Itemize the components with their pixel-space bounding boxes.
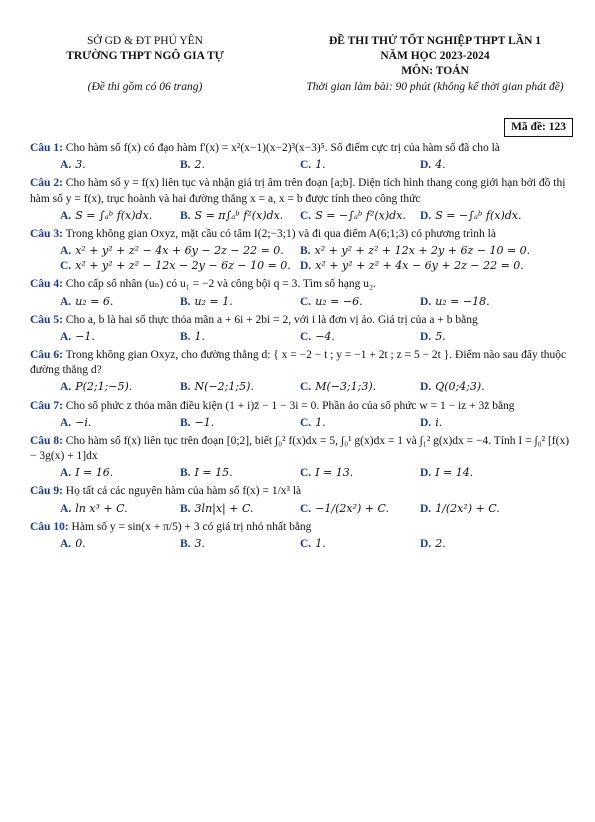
question-2 xyxy=(30,176,570,224)
option-value: S = −∫ₐᵇ f²(x)dx. xyxy=(315,208,406,222)
option-letter: A. xyxy=(60,537,72,550)
answer-option-a xyxy=(60,330,180,345)
option-value: 3. xyxy=(75,158,86,172)
question-label: Câu 1: xyxy=(30,142,63,154)
option-value: M(−3;1;3). xyxy=(315,380,377,394)
option-value: S = ∫ₐᵇ f(x)dx. xyxy=(75,208,153,222)
option-letter: B. xyxy=(180,467,191,480)
answer-option-a xyxy=(60,295,180,310)
option-letter: A. xyxy=(60,209,72,222)
option-letter: B. xyxy=(180,381,191,394)
option-value: 5. xyxy=(435,329,446,343)
answer-option-d xyxy=(420,537,540,552)
answer-option-a xyxy=(60,244,300,259)
answer-options xyxy=(30,416,570,431)
answer-option-c xyxy=(300,416,420,431)
exam-duration: Thời gian làm bài: 90 phút (không kể thời gian phát đề) xyxy=(306,80,564,93)
answer-options xyxy=(30,244,570,274)
answer-option-c xyxy=(300,158,420,173)
question-label: Câu 6: xyxy=(30,349,63,362)
question-text: Trong không gian Oxyz, cho đường thẳng d: { x = −2 − t ; y = −1 + 2t ; z = 5 − 2t }. Điểm nào sau đây thuộc đường thẳng d? xyxy=(30,349,567,377)
option-letter: A. xyxy=(60,159,72,172)
option-letter: D. xyxy=(420,416,432,429)
question-label: Câu 10: xyxy=(30,520,69,533)
question-stem xyxy=(30,277,570,292)
question-6 xyxy=(30,348,570,396)
option-value: I = 14. xyxy=(435,466,474,480)
option-value: 3ln|x| + C. xyxy=(194,501,254,515)
option-value: −4. xyxy=(315,329,335,343)
answer-option-c xyxy=(300,295,420,310)
answer-options xyxy=(30,295,570,310)
option-value: 4. xyxy=(435,158,446,172)
answer-option-d xyxy=(300,259,540,274)
option-letter: C. xyxy=(300,467,312,480)
question-label: Câu 2: xyxy=(30,177,63,190)
answer-option-b xyxy=(180,466,300,481)
answer-option-b xyxy=(300,244,540,259)
question-label: Câu 9: xyxy=(30,485,63,498)
option-value: 3. xyxy=(194,536,206,550)
option-value: N(−2;1;5). xyxy=(194,380,254,394)
answer-options xyxy=(30,380,570,395)
answer-option-b xyxy=(180,209,300,224)
answer-option-c xyxy=(300,466,420,481)
question-1 xyxy=(30,141,570,173)
answer-option-d xyxy=(420,416,540,431)
question-10 xyxy=(30,520,570,552)
option-letter: D. xyxy=(420,159,432,172)
option-letter: A. xyxy=(60,245,72,258)
question-5 xyxy=(30,313,570,345)
answer-options xyxy=(30,330,570,345)
option-value: u₂ = 1. xyxy=(194,294,233,308)
option-value: 2. xyxy=(194,158,206,172)
answer-option-a xyxy=(60,209,180,224)
option-letter: B. xyxy=(180,209,191,222)
answer-option-b xyxy=(180,158,300,173)
option-value: I = 13. xyxy=(315,466,354,480)
option-value: I = 16. xyxy=(75,466,114,480)
question-text: Cho số phức z thỏa mãn điều kiện (1 + i)z̄ − 1 − 3i = 0. Phần ảo của số phức w = 1 − iz + 3z̄ bằng xyxy=(62,399,515,412)
answer-option-b xyxy=(180,330,300,345)
option-value: 1. xyxy=(315,536,326,550)
answer-option-a xyxy=(60,380,180,395)
answer-option-d xyxy=(420,502,540,517)
question-stem xyxy=(30,176,570,206)
option-value: −i. xyxy=(75,415,92,429)
option-letter: D. xyxy=(420,295,432,308)
option-value: S = −∫ₐᵇ f(x)dx. xyxy=(435,208,522,222)
answer-option-b xyxy=(180,416,300,431)
option-value: x² + y² + z² − 4x + 6y − 2z − 22 = 0. xyxy=(75,244,284,258)
question-label: Câu 3: xyxy=(30,227,63,240)
option-letter: B. xyxy=(180,416,191,429)
answer-options xyxy=(30,209,570,224)
question-stem xyxy=(30,399,570,414)
question-text: Trong không gian Oxyz, mặt cầu có tâm I(2;−3;1) và đi qua điểm A(6;1;3) có phương trình là xyxy=(62,227,496,240)
option-letter: D. xyxy=(420,537,432,550)
option-value: 2. xyxy=(435,536,446,550)
answer-option-d xyxy=(420,158,540,173)
subject: MÔN: TOÁN xyxy=(401,65,469,78)
option-value: 1/(2x²) + C. xyxy=(435,501,500,515)
option-value: u₂ = −6. xyxy=(315,294,363,308)
option-letter: B. xyxy=(180,330,191,343)
option-value: −1/(2x²) + C. xyxy=(315,501,390,515)
exam-code-badge: Mã đề: 123 xyxy=(504,118,573,137)
answer-options xyxy=(30,502,570,517)
option-letter: C. xyxy=(60,260,72,273)
option-value: x² + y² + z² − 12x − 2y − 6z − 10 = 0. xyxy=(75,259,291,273)
option-letter: A. xyxy=(60,467,72,480)
question-4 xyxy=(30,277,570,309)
answer-options xyxy=(30,537,570,552)
header-right xyxy=(290,34,580,95)
option-letter: B. xyxy=(180,502,191,515)
option-letter: A. xyxy=(60,416,72,429)
answer-option-a xyxy=(60,502,180,517)
answer-option-c xyxy=(60,259,300,274)
question-text: Cho a, b là hai số thực thỏa mãn a + 6i + 2bi = 2, với i là đơn vị ảo. Giá trị của a + b bằng xyxy=(62,313,478,326)
question-3 xyxy=(30,227,570,275)
answer-option-d xyxy=(420,209,540,224)
option-value: I = 15. xyxy=(194,466,233,480)
option-letter: A. xyxy=(60,381,72,394)
option-letter: D. xyxy=(420,381,432,394)
option-value: i. xyxy=(435,415,443,429)
question-stem xyxy=(30,484,570,499)
option-letter: A. xyxy=(60,502,72,515)
option-letter: A. xyxy=(60,295,72,308)
answer-option-c xyxy=(300,380,420,395)
question-stem xyxy=(30,348,570,378)
option-value: ln x³ + C. xyxy=(75,501,128,515)
option-letter: D. xyxy=(300,260,312,273)
question-label: Câu 5: xyxy=(30,313,63,326)
option-letter: B. xyxy=(180,537,191,550)
answer-option-d xyxy=(420,295,540,310)
question-text: Họ tất cả các nguyên hàm của hàm số f(x) = 1/x³ là xyxy=(62,485,302,498)
answer-option-c xyxy=(300,330,420,345)
question-stem xyxy=(30,520,570,535)
answer-option-b xyxy=(180,380,300,395)
option-value: x² + y² + z² + 12x + 2y + 6z − 10 = 0. xyxy=(314,244,531,258)
answer-option-b xyxy=(180,537,300,552)
question-text: Cho hàm số f(x) liên tục trên đoạn [0;2], biết ∫₀² f(x)dx = 5, ∫₀¹ g(x)dx = 1 và ∫₁² g(x)dx = −4. Tính I = ∫₀² [f(x) − 3g(x) + 1]dx xyxy=(30,434,570,463)
question-text: Cho hàm số y = f(x) liên tục và nhận giá trị âm trên đoạn [a;b]. Diện tích hình thang cong giới hạn bởi đồ thị hàm số y = f(x), trục hoành và hai đường thẳng x = a, x = b được tính theo công thức xyxy=(30,177,566,205)
question-list xyxy=(30,141,570,555)
option-letter: B. xyxy=(300,245,311,258)
answer-option-c xyxy=(300,502,420,517)
option-value: 1. xyxy=(315,158,326,172)
question-label: Câu 7: xyxy=(30,399,63,412)
option-value: Q(0;4;3). xyxy=(435,380,485,394)
answer-option-b xyxy=(180,502,300,517)
question-label: Câu 8: xyxy=(30,434,63,447)
question-9 xyxy=(30,484,570,516)
option-letter: B. xyxy=(180,159,191,172)
option-value: S = π∫ₐᵇ f²(x)dx. xyxy=(194,208,284,222)
answer-option-d xyxy=(420,466,540,481)
answer-options xyxy=(30,158,570,173)
question-stem xyxy=(30,141,570,156)
question-stem xyxy=(30,434,570,464)
answer-option-c xyxy=(300,537,420,552)
option-value: 0. xyxy=(75,536,86,550)
question-7 xyxy=(30,399,570,431)
option-letter: D. xyxy=(420,209,432,222)
option-letter: C. xyxy=(300,537,312,550)
option-letter: C. xyxy=(300,159,312,172)
answer-option-d xyxy=(420,380,540,395)
option-letter: C. xyxy=(300,381,312,394)
answer-option-a xyxy=(60,158,180,173)
option-value: P(2;1;−5). xyxy=(75,380,133,394)
option-value: u₂ = 6. xyxy=(75,294,114,308)
option-letter: C. xyxy=(300,502,312,515)
option-letter: B. xyxy=(180,295,191,308)
question-text: Hàm số y = sin(x + π/5) + 3 có giá trị nhỏ nhất bằng xyxy=(68,520,312,533)
option-value: −1. xyxy=(194,415,215,429)
option-value: −1. xyxy=(75,329,95,343)
question-text: Cho cấp số nhân (uₙ) có u₁ = −2 và công bội q = 3. Tìm số hạng u₂. xyxy=(62,278,376,291)
school-year: NĂM HỌC 2023-2024 xyxy=(380,50,490,63)
option-letter: D. xyxy=(420,330,432,343)
header-left xyxy=(30,34,260,96)
option-letter: A. xyxy=(60,330,72,343)
option-letter: D. xyxy=(420,467,432,480)
option-letter: C. xyxy=(300,330,312,343)
answer-option-d xyxy=(420,330,540,345)
exam-title: ĐỀ THI THỬ TỐT NGHIỆP THPT LẦN 1 xyxy=(328,35,542,47)
school-name: TRƯỜNG THPT NGÔ GIA TỰ xyxy=(66,50,224,63)
question-8 xyxy=(30,434,570,482)
department-name: SỞ GD & ĐT PHÚ YÊN xyxy=(87,35,203,47)
answer-option-a xyxy=(60,466,180,481)
option-letter: C. xyxy=(300,416,312,429)
option-letter: D. xyxy=(420,502,432,515)
question-label: Câu 4: xyxy=(30,278,63,291)
answer-option-b xyxy=(180,295,300,310)
question-text: Cho hàm số f(x) có đạo hàm f'(x) = x²(x−1)(x−2)³(x−3)⁵. Số điểm cực trị của hàm số đã cho là xyxy=(62,142,500,154)
option-letter: C. xyxy=(300,209,312,222)
answer-options xyxy=(30,466,570,481)
option-value: u₂ = −18. xyxy=(435,294,490,308)
option-value: 1. xyxy=(194,329,206,343)
option-letter: C. xyxy=(300,295,312,308)
answer-option-a xyxy=(60,537,180,552)
question-stem xyxy=(30,227,570,242)
option-value: 1. xyxy=(315,415,326,429)
answer-option-a xyxy=(60,416,180,431)
answer-option-c xyxy=(300,209,420,224)
option-value: x² + y² + z² + 4x − 6y + 2z − 22 = 0. xyxy=(315,259,524,273)
pages-note: (Đề thi gồm có 06 trang) xyxy=(87,81,203,94)
question-stem xyxy=(30,313,570,328)
